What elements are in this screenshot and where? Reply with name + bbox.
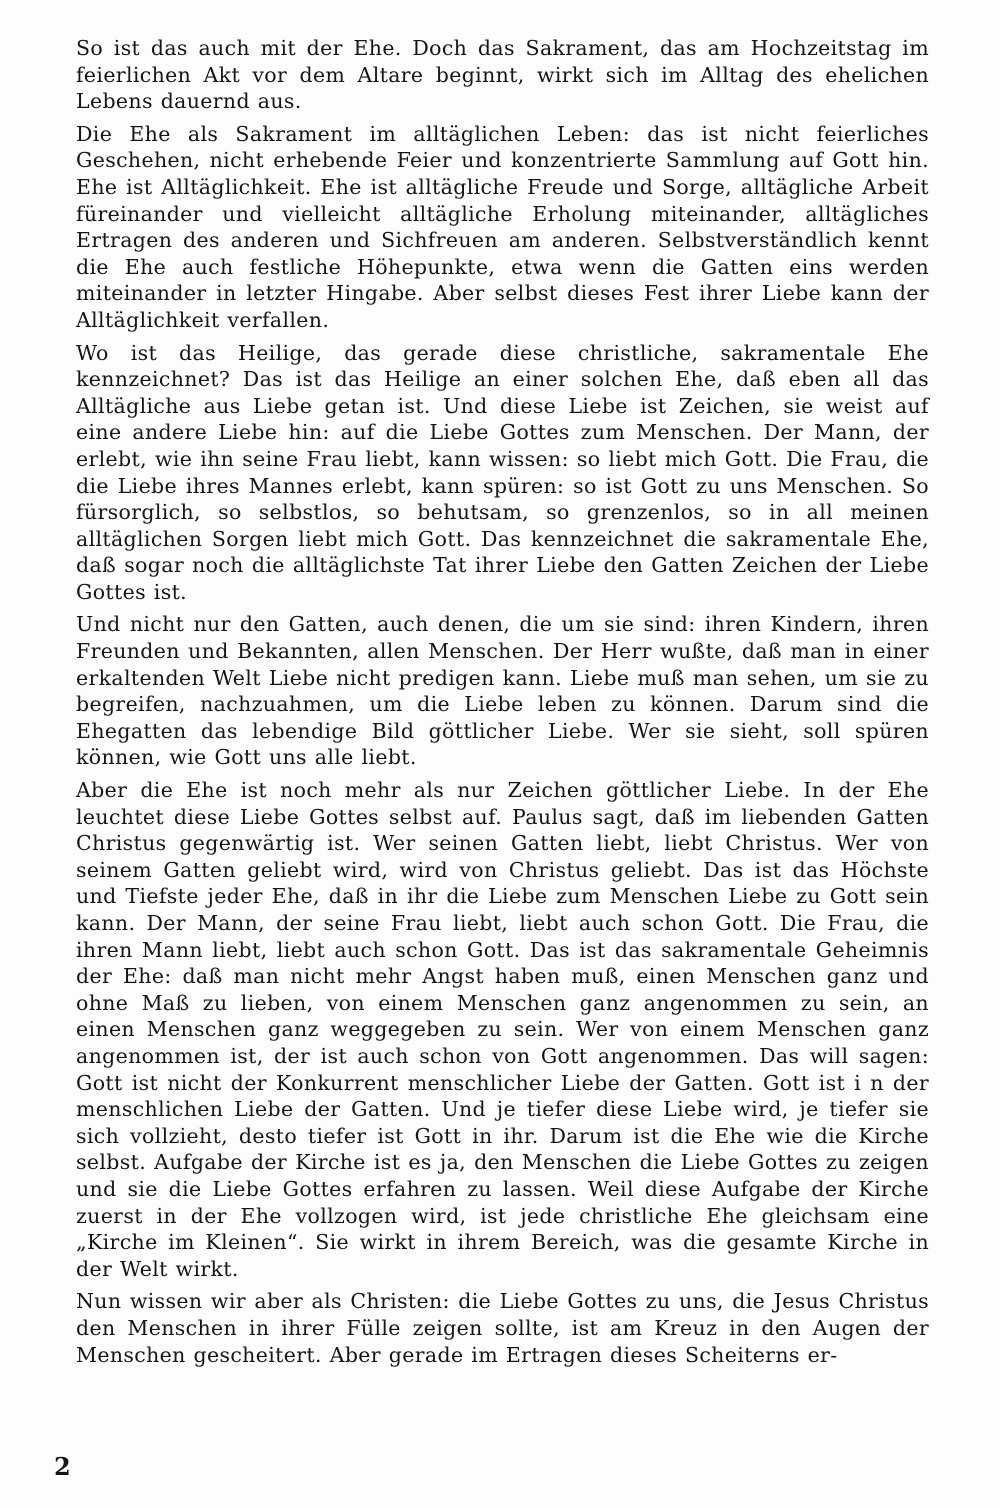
body-text: [76, 35, 929, 1374]
paragraph-2: Die Ehe als Sakrament im alltäglichen Leben: das ist nicht feierliches Geschehen, nicht erhebende Feier und konzentrierte Sammlung auf Gott hin. Ehe ist Alltäglichkeit. Ehe ist alltägliche Freude und Sorge, alltägliche Arbeit füreinander und vielleicht alltägliche Erholung miteinander, alltägliches Ertragen des anderen und Sichfreuen am anderen. Selbstverständlich kennt die Ehe auch festliche Höhepunkte, etwa wenn die Gatten eins werden miteinander in letzter Hingabe. Aber selbst dieses Fest ihrer Liebe kann der Alltäglichkeit verfallen.: [76, 121, 929, 332]
paragraph-5: Aber die Ehe ist noch mehr als nur Zeichen göttlicher Liebe. In der Ehe leuchtet diese Liebe Gottes selbst auf. Paulus sagt, daß im liebenden Gatten Christus gegenwärtig ist. Wer seinen Gatten liebt, liebt Christus. Wer von seinem Gatten geliebt wird, wird von Christus geliebt. Das ist das Höchste und Tiefste jeder Ehe, daß in ihr die Liebe zum Menschen Liebe zu Gott sein kann. Der Mann, der seine Frau liebt, liebt auch schon Gott. Die Frau, die ihren Mann liebt, liebt auch schon Gott. Das ist das sakramentale Geheimnis der Ehe: daß man nicht mehr Angst haben muß, einen Menschen ganz und ohne Maß zu lieben, von einem Menschen ganz angenommen zu sein, an einen Menschen ganz weggegeben zu sein. Wer von einem Menschen ganz angenommen ist, der ist auch schon von Gott angenommen. Das will sagen: Gott ist nicht der Konkurrent menschlicher Liebe der Gatten. Gott ist i n der menschlichen Liebe der Gatten. Und je tiefer diese Liebe wird, je tiefer sie sich vollzieht, desto tiefer ist Gott in ihr. Darum ist die Ehe wie die Kirche selbst. Aufgabe der Kirche ist es ja, den Menschen die Liebe Gottes zu zeigen und sie die Liebe Gottes erfahren zu lassen. Weil diese Aufgabe der Kirche zuerst in der Ehe vollzogen wird, ist jede christliche Ehe gleichsam eine „Kirche im Kleinen“. Sie wirkt in ihrem Bereich, was die gesamte Kirche in der Welt wirkt.: [76, 778, 929, 1281]
paragraph-1: So ist das auch mit der Ehe. Doch das Sakrament, das am Hochzeitstag im feierlichen Akt vor dem Altare beginnt, wirkt sich im Alltag des ehelichen Lebens dauernd aus.: [76, 36, 929, 114]
paragraph-4: Und nicht nur den Gatten, auch denen, die um sie sind: ihren Kindern, ihren Freunden und Bekannten, allen Menschen. Der Herr wußte, daß man in einer erkaltenden Welt Liebe nicht predigen kann. Liebe muß man sehen, um sie zu begreifen, nachzuahmen, um die Liebe leben zu können. Darum sind die Ehegatten das lebendige Bild göttlicher Liebe. Wer sie sieht, soll spüren können, wie Gott uns alle liebt.: [76, 612, 929, 770]
page-number: 2: [54, 1452, 71, 1481]
paragraph-6: Nun wissen wir aber als Christen: die Liebe Gottes zu uns, die Jesus Christus den Menschen in ihrer Fülle zeigen sollte, ist am Kreuz in den Augen der Menschen gescheitert. Aber gerade im Ertragen dieses Scheiterns er-: [76, 1289, 929, 1367]
paragraph-3: Wo ist das Heilige, das gerade diese christliche, sakramentale Ehe kennzeichnet? Das ist das Heilige an einer solchen Ehe, daß eben all das Alltägliche aus Liebe getan ist. Und diese Liebe ist Zeichen, sie weist auf eine andere Liebe hin: auf die Liebe Gottes zum Menschen. Der Mann, der erlebt, wie ihn seine Frau liebt, kann wissen: so liebt mich Gott. Die Frau, die die Liebe ihres Mannes erlebt, kann spüren: so ist Gott zu uns Menschen. So fürsorglich, so selbstlos, so behutsam, so grenzenlos, so in all meinen alltäglichen Sorgen liebt mich Gott. Das kennzeichnet die sakramentale Ehe, daß sogar noch die alltäglichste Tat ihrer Liebe den Gatten Zeichen der Liebe Gottes ist.: [76, 340, 929, 604]
